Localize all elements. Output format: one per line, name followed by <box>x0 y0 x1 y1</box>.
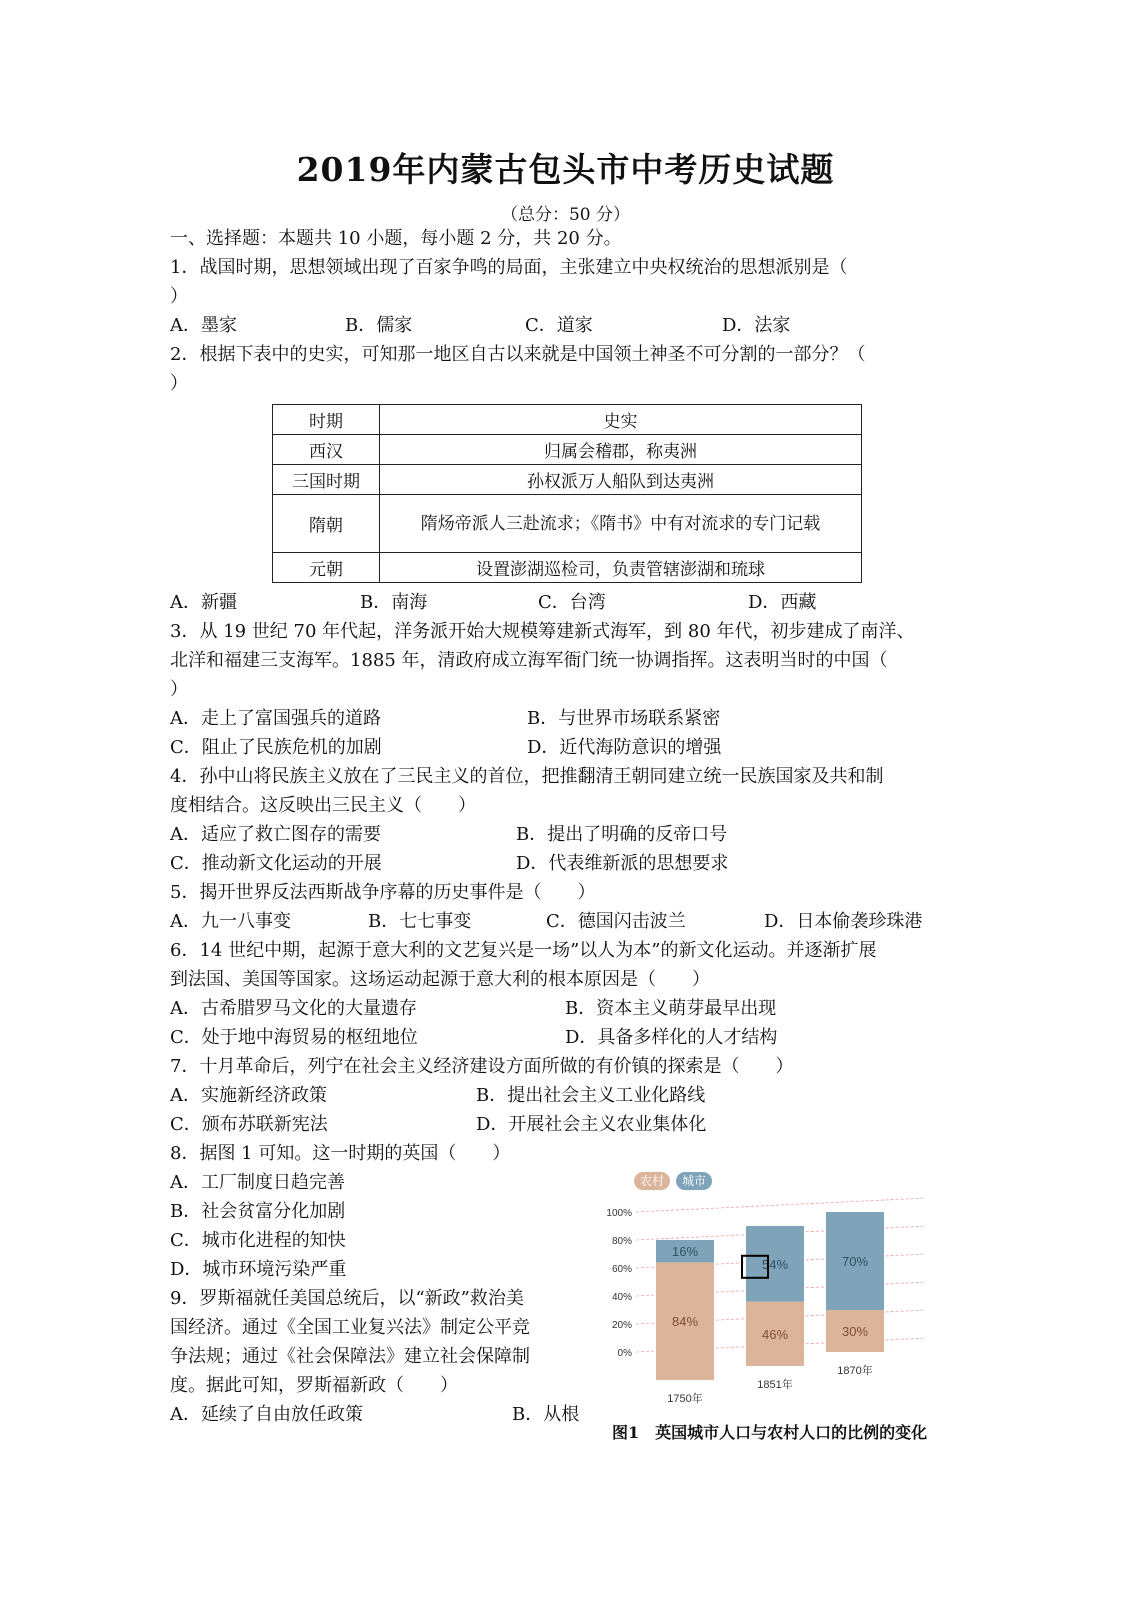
question-1-cont: ） <box>170 286 188 307</box>
question-3-cont2: ） <box>170 679 188 700</box>
q2-option-a: A．新疆 <box>170 592 237 613</box>
table-cell-fact: 隋炀帝派人三赴流求；《隋书》中有对流求的专门记载 <box>380 495 862 553</box>
y-tick-label: 40% <box>611 1292 632 1303</box>
section-heading: 一、选择题：本题共 10 小题，每小题 2 分，共 20 分。 <box>170 228 622 249</box>
table-header-row <box>273 405 862 435</box>
q7-option-b: B．提出社会主义工业化路线 <box>476 1085 706 1106</box>
page-title: 2019年内蒙古包头市中考历史试题 <box>296 150 835 189</box>
q9-option-b: B．从根 <box>512 1404 580 1425</box>
q2-option-d: D．西藏 <box>748 592 817 613</box>
q3-option-a: A．走上了富国强兵的道路 <box>170 708 381 729</box>
question-9-cont2: 争法规；通过《社会保障法》建立社会保障制 <box>170 1346 530 1367</box>
q3-option-d: D．近代海防意识的增强 <box>527 737 722 758</box>
data-label-rural: 46% <box>761 1326 789 1342</box>
q2-option-b: B．南海 <box>360 592 428 613</box>
q1-option-a: A．墨家 <box>170 315 237 336</box>
question-6-cont: 到法国、美国等国家。这场运动起源于意大利的根本原因是（ ） <box>170 969 710 990</box>
q9-option-a: A．延续了自由放任政策 <box>170 1404 363 1425</box>
q4-option-a: A．适应了救亡图存的需要 <box>170 824 381 845</box>
y-tick-label: 100% <box>606 1208 632 1219</box>
q4-option-c: C．推动新文化运动的开展 <box>170 853 382 874</box>
question-9: 9．罗斯福就任美国总统后，以“新政”救治美 <box>170 1288 524 1309</box>
question-8: 8．据图 1 可知。这一时期的英国（ ） <box>170 1143 511 1164</box>
figure-1-chart <box>596 1172 941 1442</box>
y-tick-label: 0% <box>617 1348 632 1359</box>
table-cell-period: 西汉 <box>273 435 380 465</box>
q6-option-a: A．古希腊罗马文化的大量遗存 <box>170 998 417 1019</box>
table-cell-fact: 孙权派万人船队到达夷洲 <box>380 465 862 495</box>
q8-option-d: D．城市环境污染严重 <box>170 1259 347 1280</box>
q6-option-b: B．资本主义萌芽最早出现 <box>565 998 777 1019</box>
q3-option-c: C．阻止了民族危机的加剧 <box>170 737 382 758</box>
q8-option-c: C．城市化进程的知快 <box>170 1230 346 1251</box>
question-3: 3．从 19 世纪 70 年代起，洋务派开始大规模筹建新式海军，到 80 年代，初步建成了南洋、 <box>170 621 915 642</box>
data-label-urban: 16% <box>671 1244 699 1260</box>
question-4-cont: 度相结合。这反映出三民主义（ ） <box>170 795 476 816</box>
question-2: 2．根据下表中的史实，可知那一地区自古以来就是中国领土神圣不可分割的一部分？（ <box>170 344 866 365</box>
question-3-cont: 北洋和福建三支海军。1885 年，清政府成立海军衙门统一协调指挥。这表明当时的中国（ <box>170 650 888 671</box>
q7-option-d: D．开展社会主义农业集体化 <box>476 1114 707 1135</box>
q4-option-b: B．提出了明确的反帝口号 <box>516 824 728 845</box>
q1-option-d: D．法家 <box>722 315 791 336</box>
legend-urban: 城市 <box>676 1172 712 1190</box>
q5-option-c: C．德国闪击波兰 <box>546 911 686 932</box>
x-category-label: 1750年 <box>667 1393 703 1405</box>
y-tick-label: 60% <box>611 1264 632 1275</box>
legend-rural: 农村 <box>634 1172 670 1190</box>
y-tick-label: 80% <box>611 1236 632 1247</box>
question-4: 4．孙中山将民族主义放在了三民主义的首位，把推翻清王朝同建立统一民族国家及共和制 <box>170 766 884 787</box>
q5-option-a: A．九一八事变 <box>170 911 291 932</box>
x-category-label: 1870年 <box>837 1365 873 1377</box>
question-9-cont: 国经济。通过《全国工业复兴法》制定公平竞 <box>170 1317 530 1338</box>
table-cell-fact: 设置澎湖巡检司，负责管辖澎湖和琉球 <box>380 553 862 583</box>
q8-option-b: B．社会贫富分化加剧 <box>170 1201 346 1222</box>
q2-option-c: C．台湾 <box>538 592 606 613</box>
data-label-urban: 70% <box>841 1254 869 1269</box>
history-facts-table <box>272 404 862 583</box>
q3-option-b: B．与世界市场联系紧密 <box>527 708 721 729</box>
table-row <box>273 495 862 553</box>
q1-option-c: C．道家 <box>525 315 593 336</box>
table-cell-fact: 归属会稽郡，称夷洲 <box>380 435 862 465</box>
question-1: 1．战国时期，思想领域出现了百家争鸣的局面，主张建立中央权统治的思想派别是（ <box>170 257 848 278</box>
q4-option-d: D．代表维新派的思想要求 <box>516 853 729 874</box>
table-row <box>273 435 862 465</box>
q7-option-a: A．实施新经济政策 <box>170 1085 327 1106</box>
q7-option-c: C．颁布苏联新宪法 <box>170 1114 328 1135</box>
data-label-urban: 54% <box>761 1256 789 1272</box>
page-subtitle: （总分：50 分） <box>500 205 631 225</box>
q6-option-d: D．具备多样化的人才结构 <box>565 1027 778 1048</box>
table-cell-period: 三国时期 <box>273 465 380 495</box>
data-label-rural: 30% <box>841 1324 869 1339</box>
question-7: 7．十月革命后，列宁在社会主义经济建设方面所做的有价镇的探索是（ ） <box>170 1056 794 1077</box>
table-header-period: 时期 <box>273 405 380 435</box>
q1-option-b: B．儒家 <box>345 315 413 336</box>
table-cell-period: 元朝 <box>273 553 380 583</box>
q5-option-d: D．日本偷袭珍珠港 <box>764 911 923 932</box>
data-label-rural: 84% <box>671 1314 699 1330</box>
table-cell-period: 隋朝 <box>273 495 380 553</box>
grid-line <box>636 1198 926 1212</box>
question-2-cont: ） <box>170 373 188 394</box>
q6-option-c: C．处于地中海贸易的枢纽地位 <box>170 1027 418 1048</box>
table-row <box>273 465 862 495</box>
chart-svg <box>596 1192 941 1442</box>
q8-option-a: A．工厂制度日趋完善 <box>170 1172 345 1193</box>
y-tick-label: 20% <box>611 1320 632 1331</box>
question-5: 5．揭开世界反法西斯战争序幕的历史事件是（ ） <box>170 882 596 903</box>
table-header-facts: 史实 <box>380 405 862 435</box>
question-9-cont3: 度。据此可知，罗斯福新政（ ） <box>170 1375 458 1396</box>
x-category-label: 1851年 <box>757 1379 793 1391</box>
table-row <box>273 553 862 583</box>
figure-caption: 图1 英国城市人口与农村人口的比例的变化 <box>612 1423 928 1442</box>
question-6: 6．14 世纪中期，起源于意大利的文艺复兴是一场”以人为本”的新文化运动。并逐渐扩展 <box>170 940 877 961</box>
q5-option-b: B．七七事变 <box>368 911 472 932</box>
